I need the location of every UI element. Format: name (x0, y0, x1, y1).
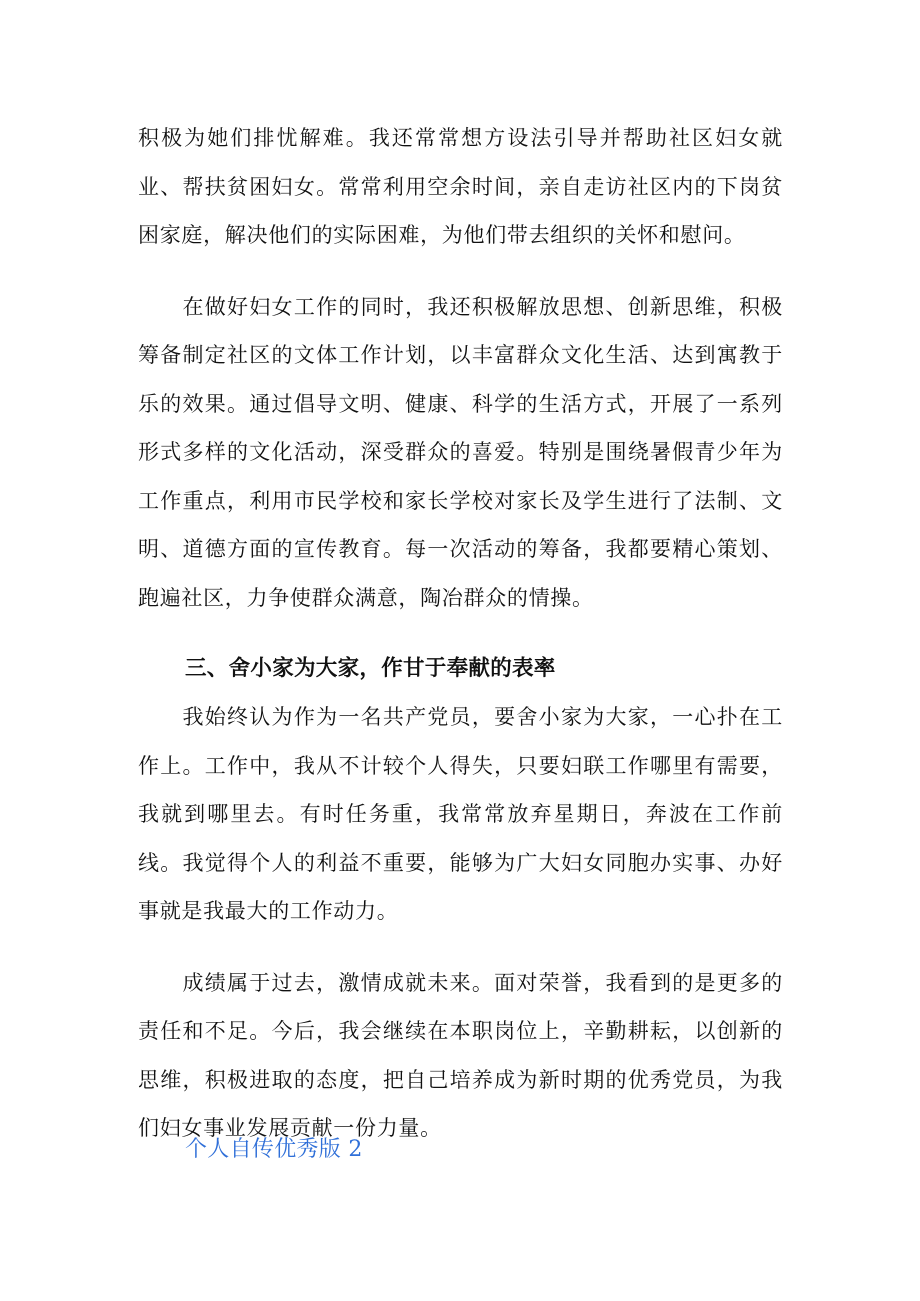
paragraph-2: 在做好妇女工作的同时，我还积极解放思想、创新思维，积极筹备制定社区的文体工作计划，以丰富群众文化生活、达到寓教于乐的效果。通过倡导文明、健康、科学的生活方式，开展了一系列形式多样的文化活动，深受群众的喜爱。特别是围绕暑假青少年为工作重点，利用市民学校和家长学校对家长及学生进行了法制、文明、道德方面的宣传教育。每一次活动的筹备，我都要精心策划、跑遍社区，力争使群众满意，陶冶群众的情操。 (138, 294, 783, 610)
paragraph-4: 成绩属于过去，激情成就未来。面对荣誉，我看到的是更多的责任和不足。今后，我会继续在本职岗位上，辛勤耕耘，以创新的思维，积极进取的态度，把自己培养成为新时期的优秀党员，为我们妇女事业发展贡献一份力量。 (138, 970, 783, 1140)
section-heading: 三、舍小家为大家，作甘于奉献的表率 (185, 656, 556, 681)
paragraph-3: 我始终认为作为一名共产党员，要舍小家为大家，一心扑在工作上。工作中，我从不计较个人得失，只要妇联工作哪里有需要，我就到哪里去。有时任务重，我常常放弃星期日，奔波在工作前线。我觉得个人的利益不重要，能够为广大妇女同胞办实事、办好事就是我最大的工作动力。 (138, 705, 783, 923)
next-section-link[interactable]: 个人自传优秀版 2 (185, 1137, 363, 1162)
paragraph-1: 积极为她们排忧解难。我还常常想方设法引导并帮助社区妇女就业、帮扶贫困妇女。常常利用空余时间，亲自走访社区内的下岗贫困家庭，解决他们的实际困难，为他们带去组织的关怀和慰问。 (138, 126, 783, 247)
document-body (138, 114, 783, 1153)
